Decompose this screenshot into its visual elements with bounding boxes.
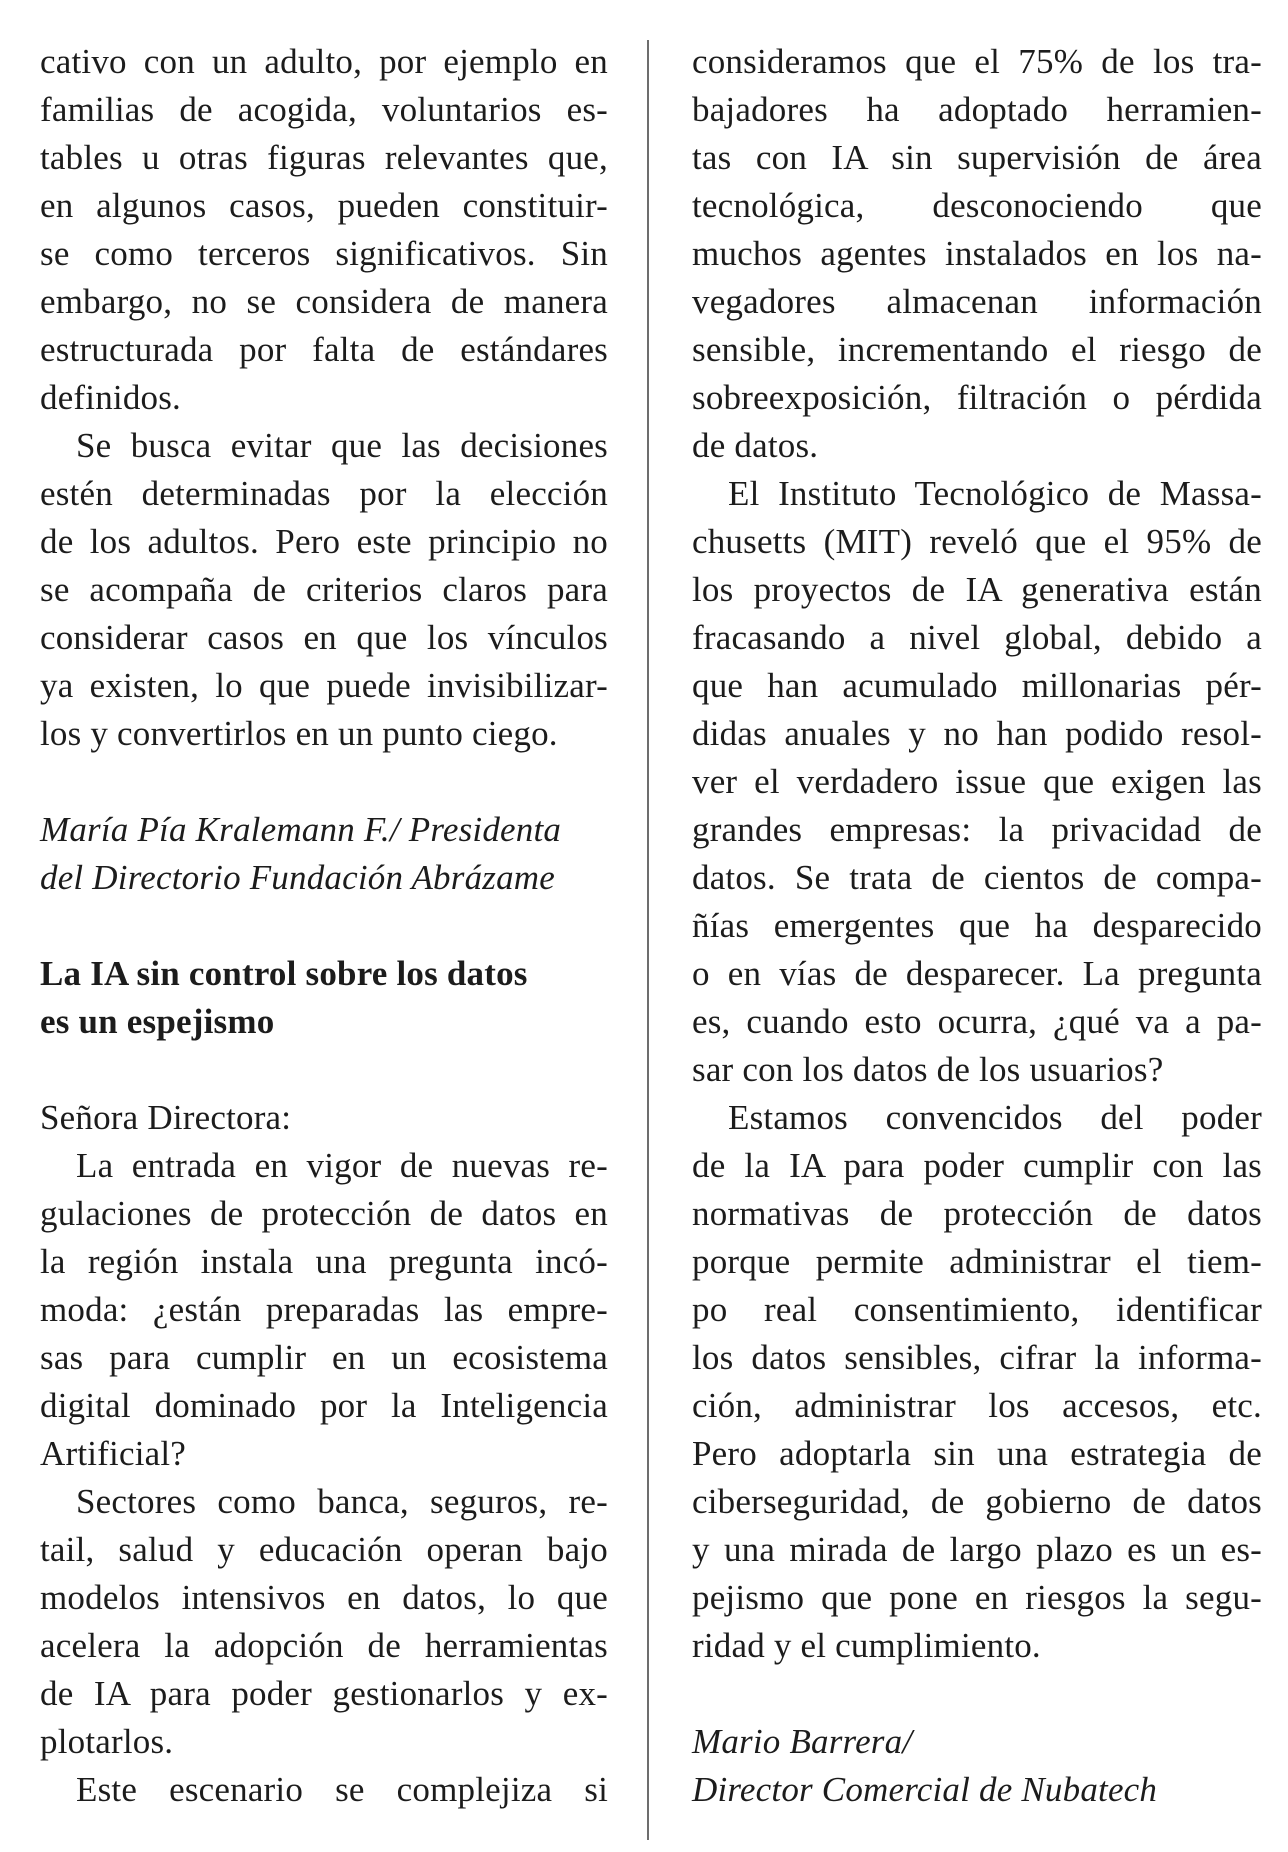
paragraph [40, 1142, 608, 1478]
text-line: sar con los datos de los usuarios? [692, 1050, 1164, 1089]
text-line: po real consentimiento, identificar [692, 1290, 1262, 1329]
text-line: porque permite administrar el tiem- [692, 1242, 1262, 1281]
text-line: los proyectos de IA generativa están [692, 570, 1262, 609]
letter-signature [692, 1718, 1262, 1814]
text-line: tail, salud y educación operan bajo [40, 1530, 608, 1569]
letter-headline [40, 950, 608, 1046]
text-line: moda: ¿están preparadas las empre- [40, 1290, 608, 1329]
text-line: fracasando a nivel global, debido a [692, 618, 1262, 657]
spacer [40, 1046, 608, 1094]
headline-line: es un espejismo [40, 1002, 275, 1041]
paragraph [40, 422, 608, 758]
spacer [692, 1670, 1262, 1718]
text-line: Se busca evitar que las decisiones [76, 426, 608, 465]
text-line: ya existen, lo que puede invisibilizar- [40, 666, 608, 705]
text-line: didas anuales y no han podido resol- [692, 714, 1262, 753]
text-line: tables u otras figuras relevantes que, [40, 138, 608, 177]
text-line: Este escenario se complejiza si [76, 1770, 608, 1809]
salutation: Señora Directora: [40, 1098, 292, 1137]
text-line: o en vías de desparecer. La pregunta [692, 954, 1262, 993]
text-line: El Instituto Tecnológico de Massa- [728, 474, 1262, 513]
text-line: embargo, no se considera de manera [40, 282, 608, 321]
text-line: bajadores ha adoptado herramien- [692, 90, 1262, 129]
text-line: de la IA para poder cumplir con las [692, 1146, 1262, 1185]
signature-line: María Pía Kralemann F./ Presidenta [40, 810, 562, 849]
text-line: ción, administrar los accesos, etc. [692, 1386, 1262, 1425]
text-line: se como terceros significativos. Sin [40, 234, 608, 273]
spacer [40, 902, 608, 950]
headline-line: La IA sin control sobre los datos [40, 954, 528, 993]
text-line: Sectores como banca, seguros, re- [76, 1482, 608, 1521]
text-line: cativo con un adulto, por ejemplo en [40, 42, 608, 81]
text-line: Artificial? [40, 1434, 187, 1473]
text-line: se acompaña de criterios claros para [40, 570, 608, 609]
paragraph [40, 1766, 608, 1814]
text-line: los y convertirlos en un punto ciego. [40, 714, 558, 753]
text-line: y una mirada de largo plazo es un es- [692, 1530, 1262, 1569]
text-line: estructurada por falta de estándares [40, 330, 608, 369]
column-divider [647, 40, 649, 1840]
text-line: grandes empresas: la privacidad de [692, 810, 1262, 849]
text-line: definidos. [40, 378, 182, 417]
signature-line: del Directorio Fundación Abrázame [40, 858, 556, 897]
text-line: sobreexposición, filtración o pérdida [692, 378, 1262, 417]
text-line: chusetts (MIT) reveló que el 95% de [692, 522, 1262, 561]
text-line: estén determinadas por la elección [40, 474, 608, 513]
left-column [40, 38, 608, 1814]
paragraph [40, 1478, 608, 1766]
text-line: Pero adoptarla sin una estrategia de [692, 1434, 1262, 1473]
text-line: que han acumulado millonarias pér- [692, 666, 1262, 705]
text-line: considerar casos en que los vínculos [40, 618, 608, 657]
text-line: modelos intensivos en datos, lo que [40, 1578, 608, 1617]
text-line: familias de acogida, voluntarios es- [40, 90, 608, 129]
text-line: ñías emergentes que ha desparecido [692, 906, 1262, 945]
text-line: tecnológica, desconociendo que [692, 186, 1262, 225]
text-line: consideramos que el 75% de los tra- [692, 42, 1262, 81]
letter-signature [40, 806, 608, 902]
paragraph [692, 1094, 1262, 1670]
text-line: vegadores almacenan información [692, 282, 1262, 321]
text-line: datos. Se trata de cientos de compa- [692, 858, 1262, 897]
text-line: normativas de protección de datos [692, 1194, 1262, 1233]
text-line: digital dominado por la Inteligencia [40, 1386, 608, 1425]
text-line: Estamos convencidos del poder [728, 1098, 1262, 1137]
text-line: sensible, incrementando el riesgo de [692, 330, 1262, 369]
text-line: tas con IA sin supervisión de área [692, 138, 1262, 177]
text-line: ciberseguridad, de gobierno de datos [692, 1482, 1262, 1521]
text-line: de IA para poder gestionarlos y ex- [40, 1674, 608, 1713]
text-line: pejismo que pone en riesgos la segu- [692, 1578, 1262, 1617]
text-line: gulaciones de protección de datos en [40, 1194, 608, 1233]
text-line: plotarlos. [40, 1722, 174, 1761]
paragraph [692, 470, 1262, 1094]
text-line: los datos sensibles, cifrar la informa- [692, 1338, 1262, 1377]
text-line: de los adultos. Pero este principio no [40, 522, 608, 561]
text-line: es, cuando esto ocurra, ¿qué va a pa- [692, 1002, 1262, 1041]
text-line: la región instala una pregunta incó- [40, 1242, 608, 1281]
text-line: sas para cumplir en un ecosistema [40, 1338, 608, 1377]
right-column [692, 38, 1262, 1814]
text-line: ridad y el cumplimiento. [692, 1626, 1041, 1665]
signature-line: Mario Barrera/ [692, 1722, 913, 1761]
spacer [40, 758, 608, 806]
text-line: La entrada en vigor de nuevas re- [76, 1146, 608, 1185]
text-line: muchos agentes instalados en los na- [692, 234, 1262, 273]
text-line: ver el verdadero issue que exigen las [692, 762, 1262, 801]
paragraph [40, 38, 608, 422]
text-line: de datos. [692, 426, 819, 465]
text-line: en algunos casos, pueden constituir- [40, 186, 608, 225]
signature-line: Director Comercial de Nubatech [692, 1770, 1158, 1809]
text-line: acelera la adopción de herramientas [40, 1626, 608, 1665]
paragraph [692, 38, 1262, 470]
